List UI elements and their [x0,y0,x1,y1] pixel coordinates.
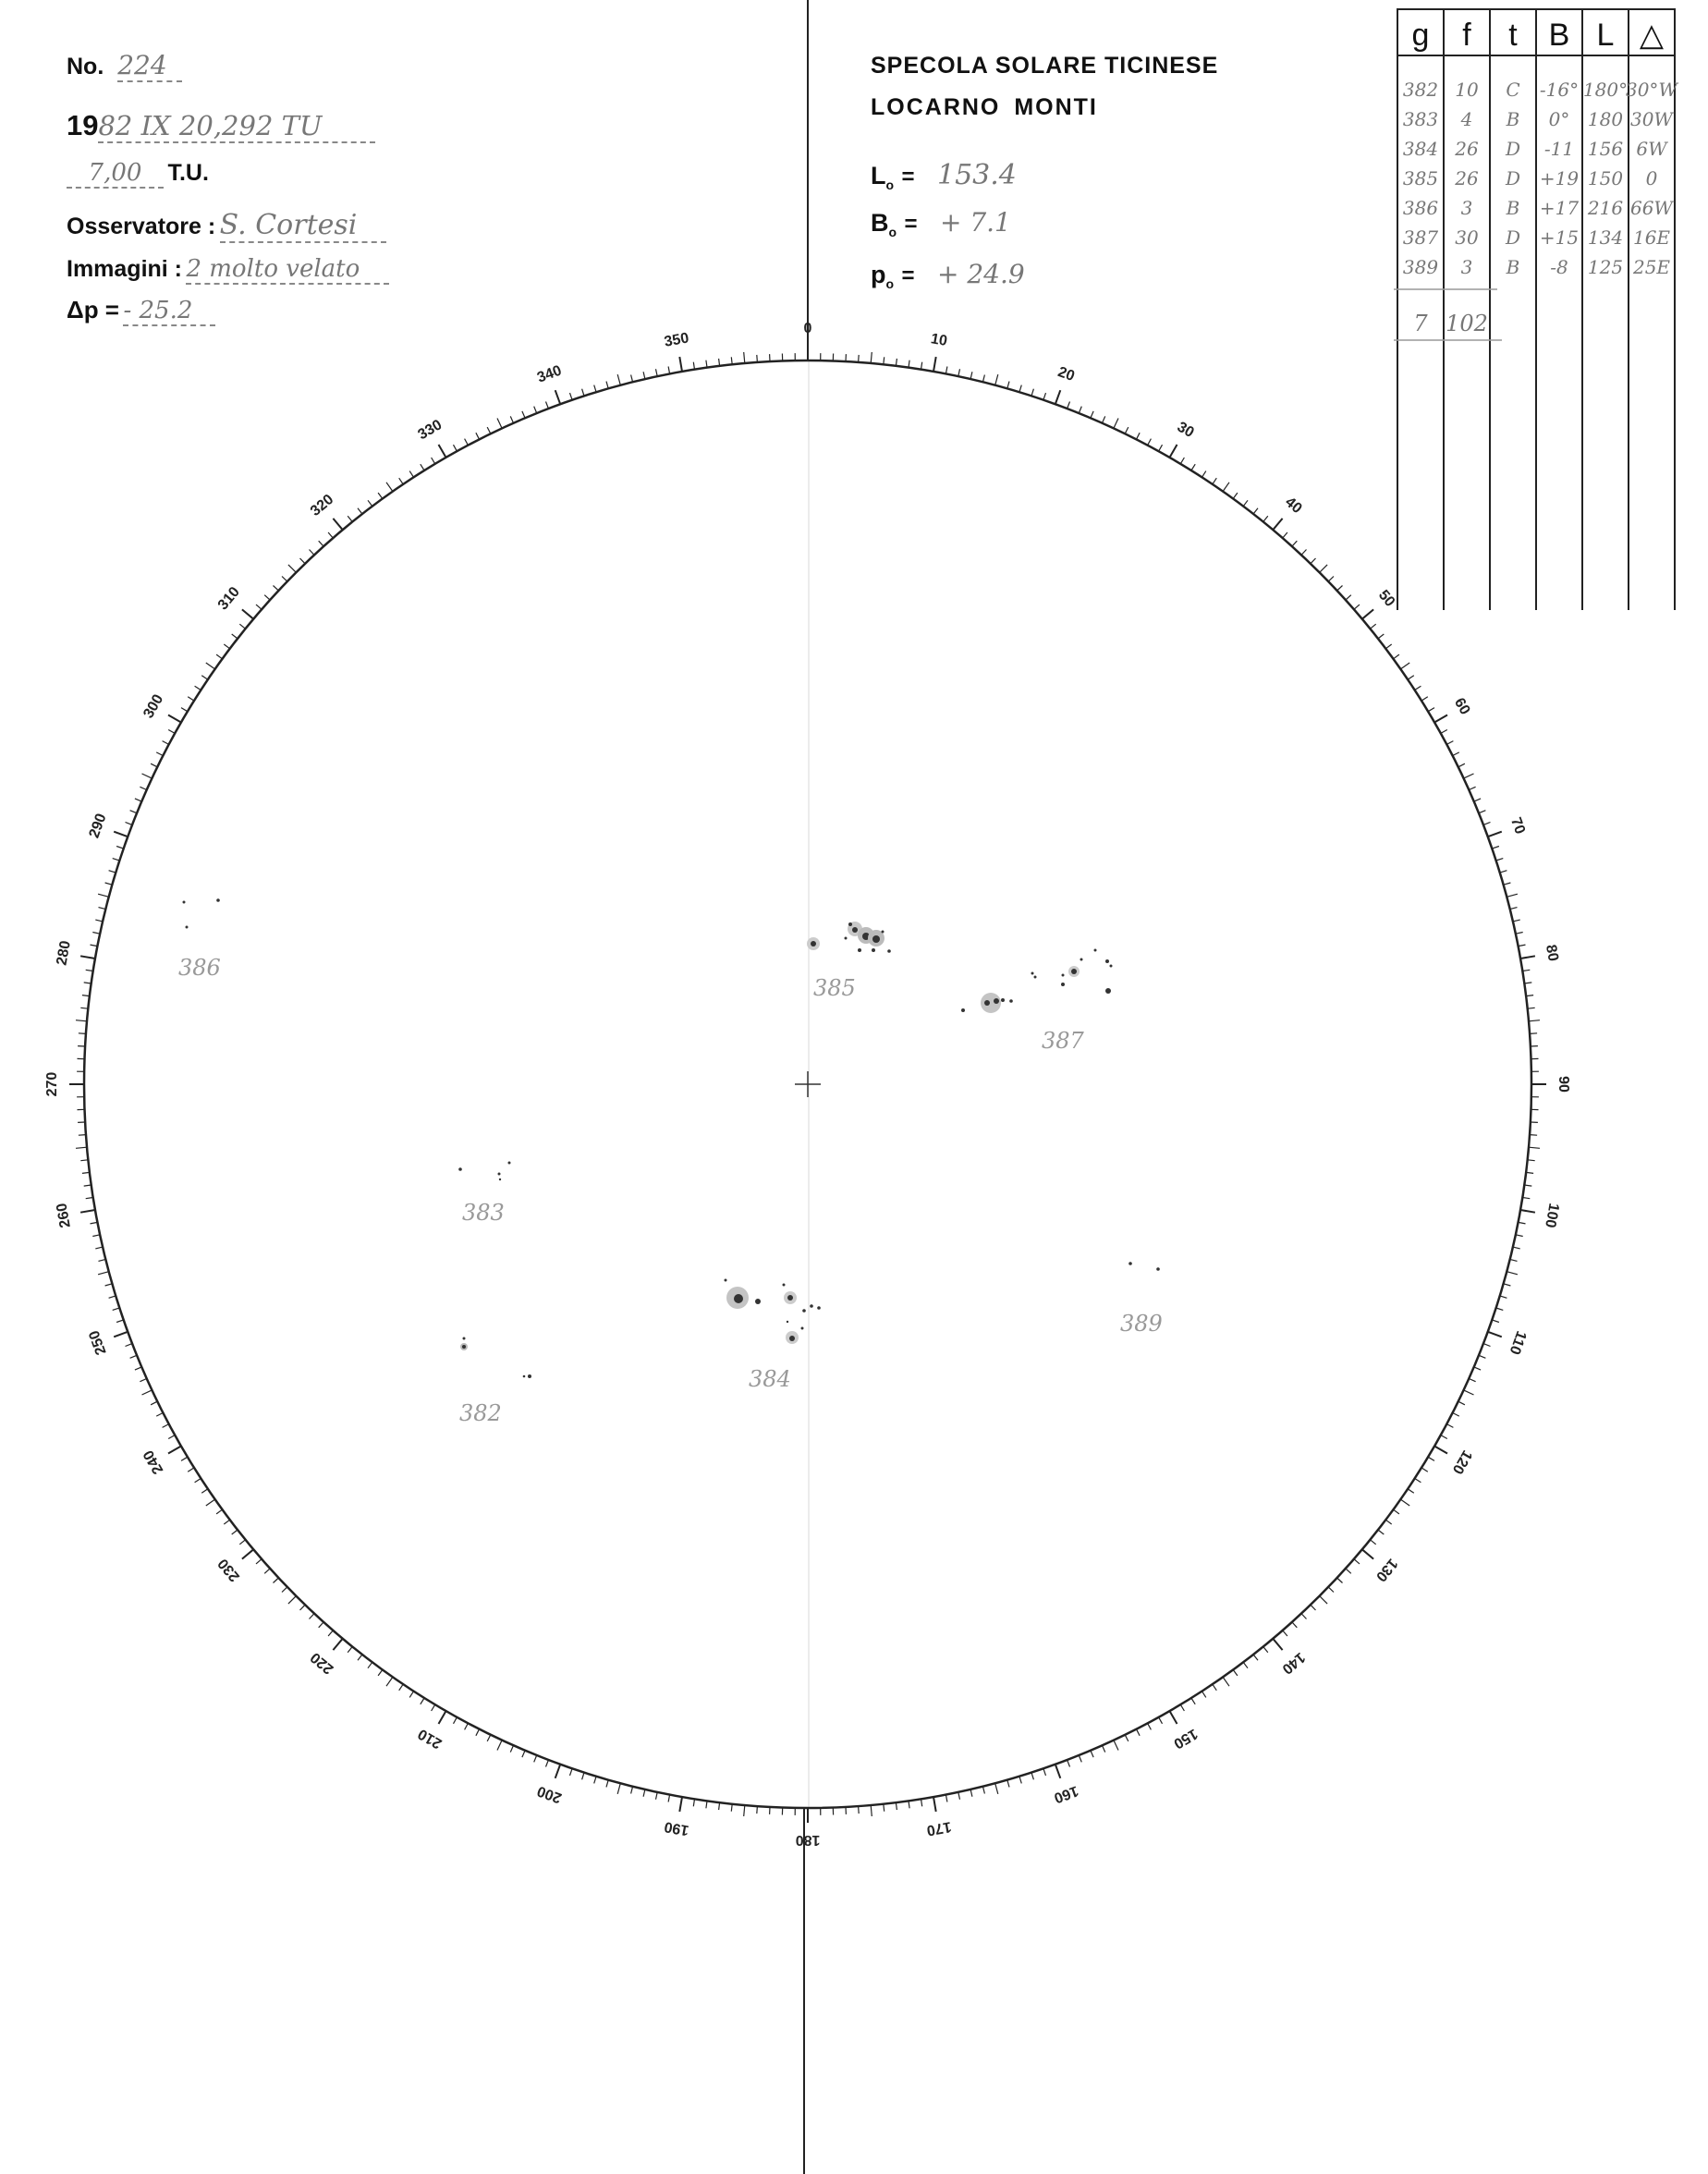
images-label: Immagini : [67,256,183,282]
table-cell: 66W [1629,197,1674,219]
degree-label: 150 [1170,1725,1201,1752]
group-label-384: 384 [749,1366,791,1392]
images-value: 2 molto velato [186,255,389,285]
table-cell: 30W [1629,108,1674,130]
table-cell: D [1505,226,1521,249]
table-header-t: t [1508,18,1518,53]
delta-p-value: - 25.2 [123,297,215,326]
degree-label: 240 [140,1447,167,1477]
table-cell: 0° [1548,108,1570,130]
time-unit: T.U. [167,160,209,186]
degree-label: 320 [307,491,337,519]
institution-location: LOCARNO MONTI [871,94,1098,120]
table-cell: D [1505,167,1521,189]
table-header-L: L [1596,18,1615,53]
degree-label: 60 [1450,695,1473,718]
table-cell: 384 [1402,138,1439,160]
table-cell: 16E [1632,226,1671,249]
institution-name: SPECOLA SOLARE TICINESE [871,53,1219,79]
degree-label: 330 [415,417,445,444]
degree-label: 310 [214,583,243,614]
table-cell: -8 [1550,256,1568,278]
B0-label: B [871,209,889,237]
degree-label: 30 [1174,419,1197,442]
degree-label: 280 [54,939,74,967]
table-cell: D [1505,138,1521,160]
degree-label: 220 [307,1649,337,1678]
table-cell: 0 [1645,167,1658,189]
table-cell: B [1506,108,1520,130]
sunspot-group-385 [807,922,891,953]
B0-row [871,207,1011,238]
degree-label: 250 [86,1328,110,1357]
year-prefix: 19 [67,109,99,141]
degree-label: 70 [1507,815,1528,837]
degree-label: 50 [1374,587,1398,610]
sheet-number-label: No. [67,54,104,79]
table-cell: 3 [1460,197,1473,219]
p0-row [871,259,1025,289]
table-cell: 382 [1402,79,1439,101]
degree-label: 260 [54,1202,74,1229]
table-total: 7 [1413,311,1428,336]
table-cell: 150 [1587,167,1624,189]
table-cell: 3 [1460,256,1473,278]
table-cell: 10 [1455,79,1479,101]
degree-label: 170 [925,1818,953,1838]
sunspot-group-387 [961,949,1113,1014]
delta-p-row [67,296,215,326]
table-cell: C [1506,79,1520,101]
group-label-387: 387 [1042,1028,1084,1054]
table-cell: 387 [1402,226,1439,249]
p0-label: p [871,261,886,288]
p0-subscript: o [885,276,895,291]
table-cell: 156 [1587,138,1624,160]
table-cell: 180° [1582,79,1629,101]
table-total: 102 [1446,311,1488,336]
degree-label: 130 [1372,1555,1401,1585]
degree-label: 10 [929,331,949,350]
table-cell: 386 [1402,197,1439,219]
sunspot-group-389 [1128,1262,1160,1271]
table-header-delta: △ [1639,18,1665,53]
L0-value: 153.4 [936,159,1017,191]
L0-row [871,159,1017,191]
p0-equals: = [901,263,915,288]
table-cell: 26 [1455,138,1479,160]
B0-subscript: o [888,225,897,239]
table-cell: 125 [1587,256,1624,278]
table-cell: +17 [1539,197,1580,219]
table-cell: 383 [1402,108,1439,130]
degree-label: 180 [795,1831,821,1848]
table-cell: B [1506,197,1520,219]
sheet-number-row [67,50,182,82]
observer-label: Osservatore : [67,214,216,239]
B0-value: + 7.1 [939,207,1011,238]
table-cell: +15 [1539,226,1580,249]
table-cell: 385 [1402,167,1439,189]
degree-label: 80 [1542,943,1561,963]
table-cell: 216 [1587,197,1624,219]
degree-label: 340 [535,362,564,386]
sheet-number-value: 224 [117,50,182,82]
sunspot-group-382 [460,1337,531,1379]
degree-label: 230 [214,1555,243,1585]
sunspot-group-384 [725,1279,821,1345]
degree-label: 300 [140,691,167,722]
table-cell: -11 [1543,138,1575,160]
table-cell: +19 [1539,167,1580,189]
date-row [67,109,375,143]
table-cell: 134 [1587,226,1624,249]
table-cell: 30 [1455,226,1479,249]
L0-label: L [871,162,886,189]
table-cell: 180 [1587,108,1624,130]
table-cell: B [1506,256,1520,278]
group-label-383: 383 [462,1200,505,1226]
L0-subscript: o [885,177,895,192]
degree-label: 200 [535,1782,564,1806]
p0-value: + 24.9 [936,259,1025,289]
time-value: 7,00 [67,159,164,189]
table-cell: 6W [1636,138,1667,160]
delta-p-label: Δp = [67,296,119,324]
date-value: 82 IX 20,292 TU [98,110,375,143]
table-cell: 30°W [1625,79,1678,101]
degree-label: 160 [1052,1782,1080,1806]
images-row [67,255,389,285]
table-cell: 4 [1460,108,1473,130]
table-cell: 389 [1402,256,1439,278]
degree-label: 120 [1448,1447,1475,1477]
group-label-386: 386 [178,955,221,981]
table-header-g: g [1411,18,1430,53]
degree-label: 350 [663,330,690,350]
degree-label: 90 [1555,1076,1571,1093]
degree-label: 20 [1055,364,1077,385]
degree-label: 190 [663,1818,690,1838]
sunspot-group-383 [458,1162,510,1181]
sunspot-group-386 [183,898,220,928]
degree-label: 210 [415,1725,445,1752]
degree-label: 0 [803,321,812,337]
degree-label: 140 [1278,1649,1309,1678]
B0-equals: = [904,212,918,237]
degree-label: 110 [1506,1328,1530,1357]
degree-label: 100 [1542,1202,1562,1229]
group-label-382: 382 [459,1400,502,1426]
group-label-389: 389 [1120,1311,1163,1337]
time-row [67,159,209,189]
degree-label: 290 [86,812,110,840]
degree-label: 40 [1282,494,1305,518]
observer-row [67,209,386,243]
degree-label: 270 [44,1071,61,1097]
table-header-B: B [1548,18,1570,53]
group-label-385: 385 [813,975,856,1001]
table-cell: 25E [1632,256,1671,278]
L0-equals: = [901,165,915,189]
observer-value: S. Cortesi [220,209,386,243]
table-header-f: f [1462,18,1471,53]
table-cell: 26 [1455,167,1479,189]
table-cell: -16° [1539,79,1580,101]
